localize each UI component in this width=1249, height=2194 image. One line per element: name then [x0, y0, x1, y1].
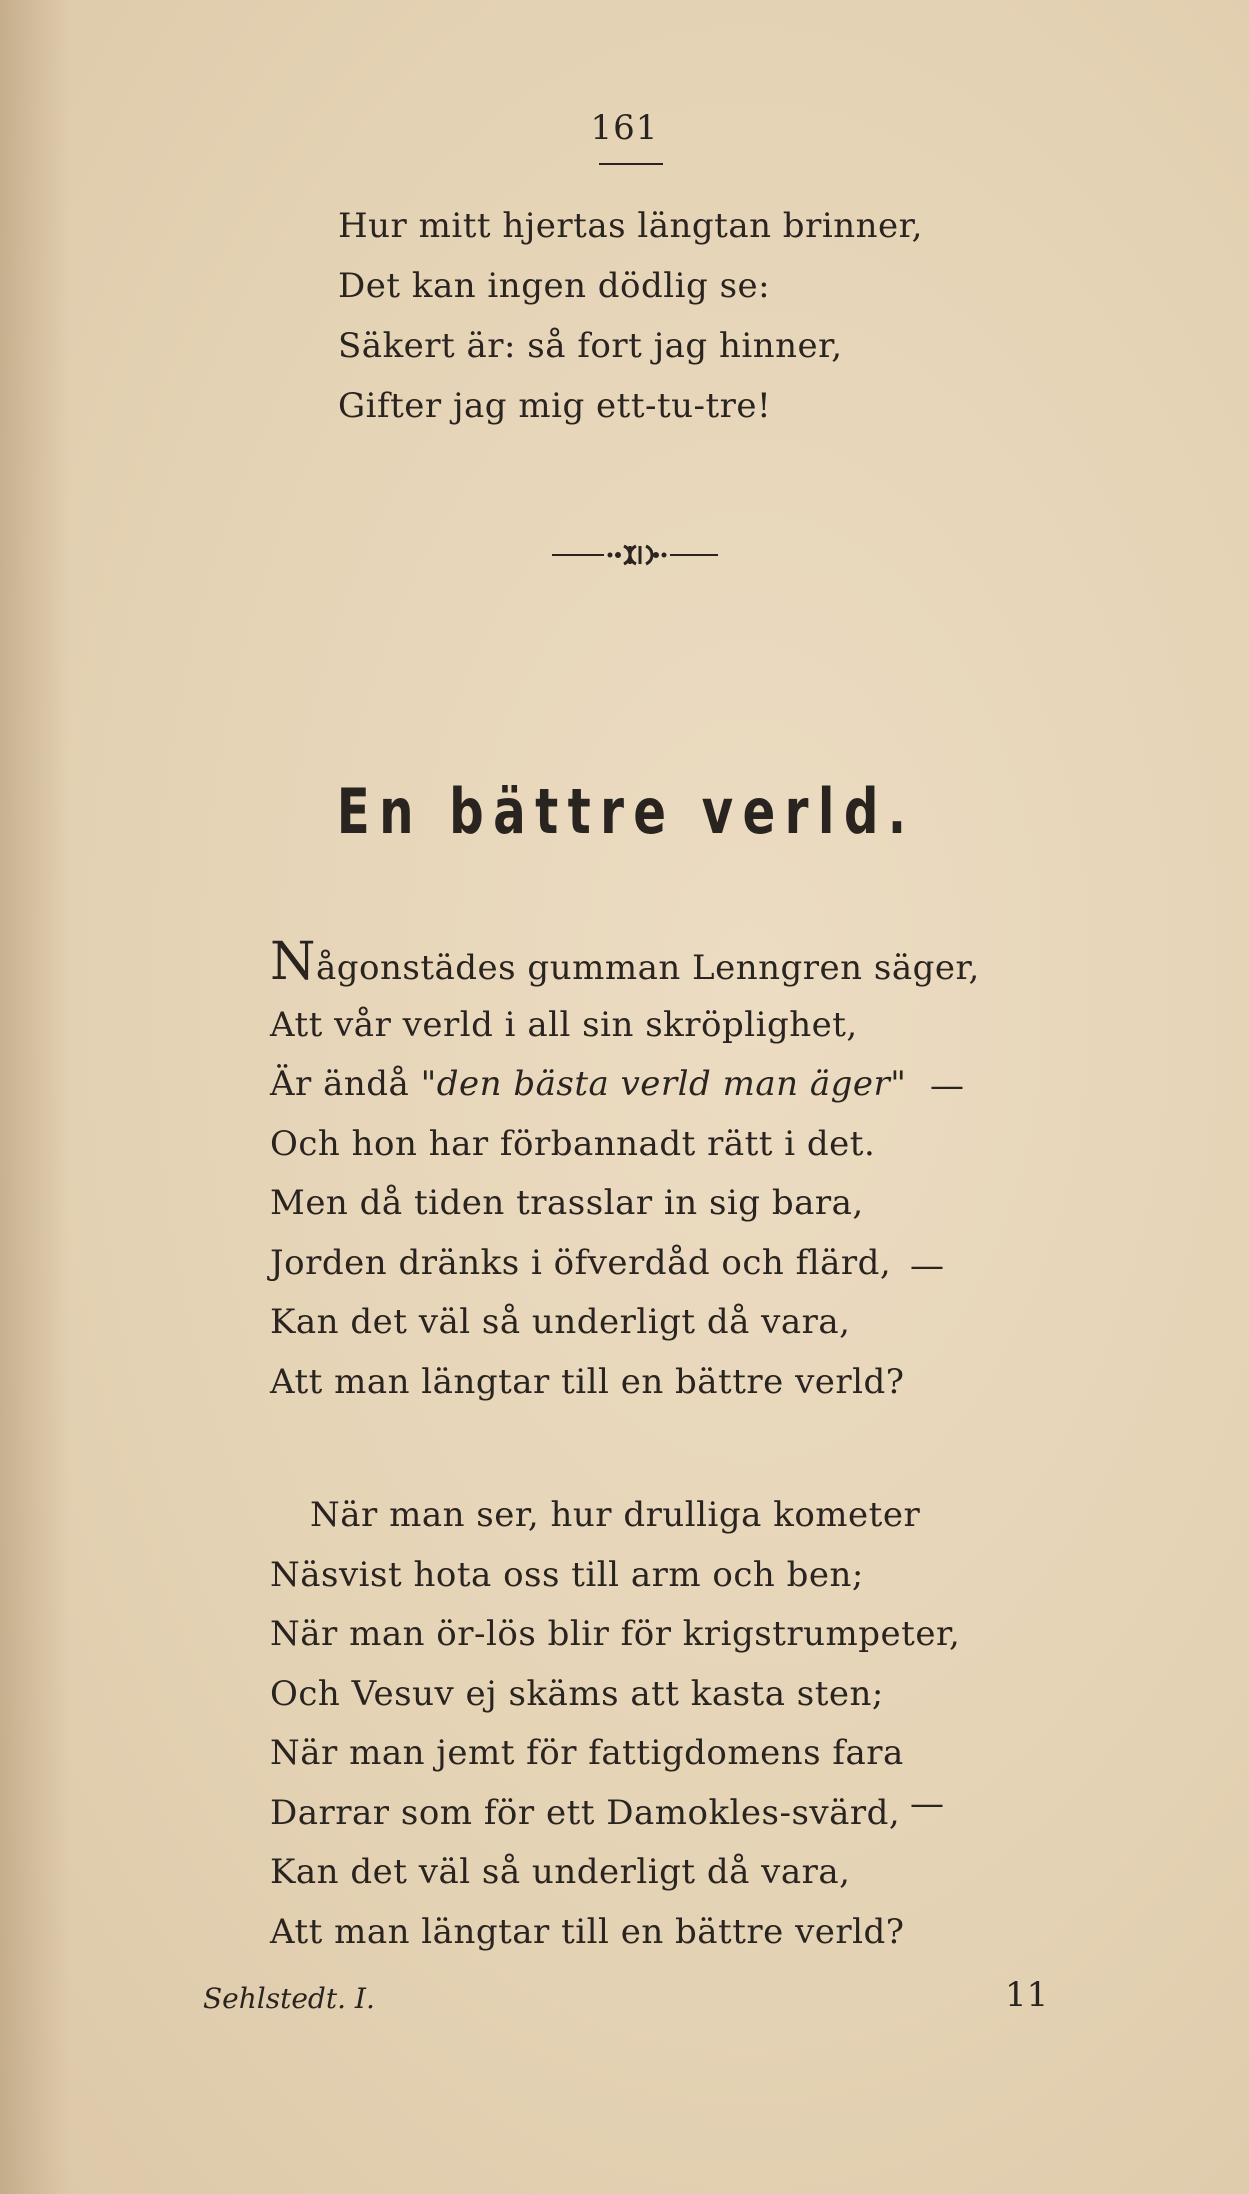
- verse-line: Gifter jag mig ett-tu-tre!: [338, 386, 772, 426]
- poem-stanza-2: [270, 1486, 960, 1962]
- poem-stanza-1: [270, 932, 980, 1412]
- em-dash: —: [910, 1246, 944, 1286]
- verse-line: När man jemt för fattigdomens fara: [270, 1733, 904, 1773]
- verse-line: Att man längtar till en bättre verld?: [270, 1361, 905, 1402]
- verse-line: Kan det väl så underligt då vara,: [270, 1302, 851, 1342]
- page-gutter-shadow: [0, 0, 70, 2194]
- drop-cap: N: [270, 932, 316, 992]
- verse-line: Att man längtar till en bättre verld?: [270, 1911, 905, 1952]
- page-number-underline: [599, 163, 663, 165]
- verse-line: Säkert är: så fort jag hinner,: [338, 326, 843, 366]
- verse-line: Darrar som för ett Damokles-svärd,: [270, 1792, 901, 1833]
- verse-line: Att vår verld i all sin skröplighet,: [270, 1004, 858, 1045]
- ornamental-divider-icon: [552, 540, 718, 570]
- em-dash: —: [910, 1784, 944, 1824]
- verse-line: Hur mitt hjertas längtan brinner,: [338, 206, 923, 246]
- verse-line-text: ågonstädes gumman Lenngren säger,: [316, 948, 980, 988]
- printer-signature: Sehlstedt. I.: [203, 1982, 375, 2015]
- preceding-poem-stanza: [338, 196, 923, 436]
- verse-line-text: Är ändå: [270, 1064, 421, 1104]
- em-dash: —: [930, 1066, 964, 1106]
- verse-line: [270, 1055, 980, 1115]
- verse-line: Kan det väl så underligt då vara,: [270, 1852, 851, 1892]
- sheet-number: 11: [1005, 1975, 1049, 2015]
- verse-line: När man ser, hur drulliga kometer: [310, 1495, 921, 1535]
- verse-line: Men då tiden trasslar in sig bara,: [270, 1183, 864, 1223]
- verse-line: Jorden dränks i öfverdåd och flärd,: [270, 1242, 892, 1283]
- page-number: 161: [590, 108, 659, 148]
- quoted-phrase: "den bästa verld man äger": [420, 1064, 907, 1104]
- verse-line: Näsvist hota oss till arm och ben;: [270, 1554, 864, 1595]
- verse-line: Och Vesuv ej skäms att kasta sten;: [270, 1673, 884, 1714]
- verse-line: När man ör-lös blir för krigstrumpeter,: [270, 1614, 961, 1654]
- verse-line: [270, 932, 980, 996]
- verse-line: Och hon har förbannadt rätt i det.: [270, 1123, 876, 1164]
- poem-title: En bättre verld.: [336, 775, 916, 848]
- verse-line: Det kan ingen dödlig se:: [338, 266, 771, 306]
